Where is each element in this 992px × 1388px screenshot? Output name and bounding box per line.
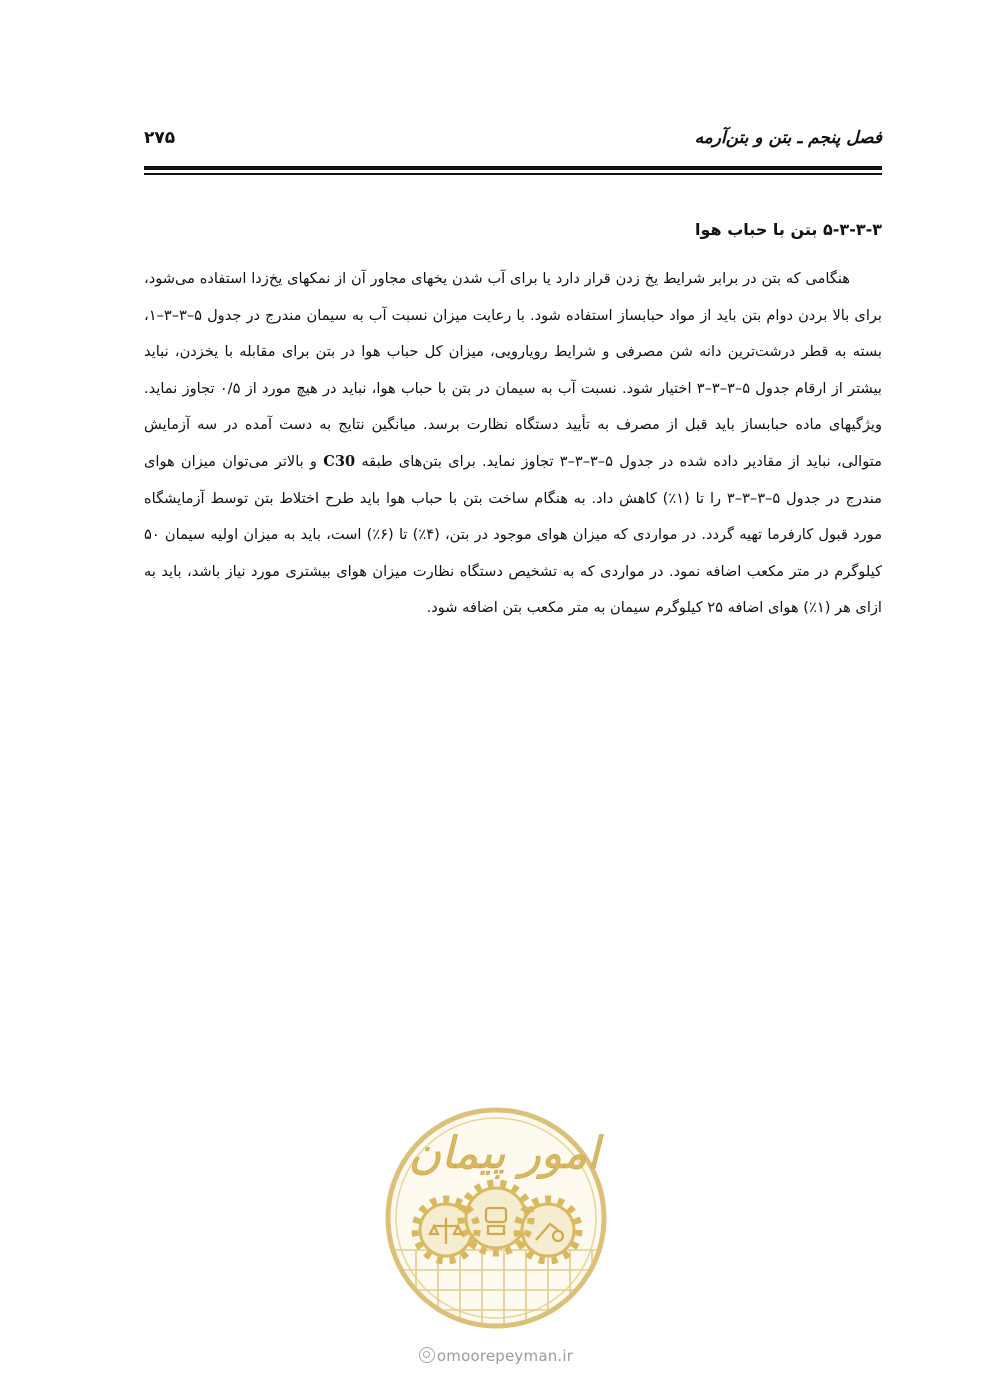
- page-number: ۲۷۵: [144, 128, 176, 148]
- page-header: [144, 128, 882, 158]
- body-text-part2: و بالاتر می‌توان میزان هوای مندرج در جدول ۵–۳–۳–۳ را تا (۱٪) کاهش داد. به هنگام ساخت بتن با حباب هوا باید طرح اختلاط بتن توسط آزمایشگاه مورد قبول کارفرما تهیه گردد. در مواردی که میزان هوای موجود در بتن، (۴٪) تا (۶٪) است، باید به میزان اولیه سیمان ۵۰ کیلوگرم در متر مکعب اضافه نمود. در مواردی که به تشخیص دستگاه نظارت میزان هوای بیشتری مورد نیاز باشد، باید به ازای هر (۱٪) هوای اضافه ۲۵ کیلوگرم سیمان به متر مکعب بتن اضافه شود.: [144, 452, 883, 617]
- concrete-class-label: C30: [323, 452, 356, 470]
- section-body: [144, 261, 882, 627]
- section-heading: ۵-۳-۳-۳ بتن با حباب هوا: [695, 220, 882, 239]
- gears-seal-logo-icon: [376, 1098, 616, 1338]
- header-rule-thin: [144, 173, 882, 175]
- header-rule-thick: [144, 166, 882, 170]
- body-text-part1: هنگامی که بتن در برابر شرایط یخ زدن قرار دارد یا برای آب شدن یخهای مجاور آن از نمکهای یخ‌زدا استفاده می‌شود، برای بالا بردن دوام بتن باید از مواد حبابساز استفاده شود. با رعایت میزان نسبت آب به سیمان مندرج در جدول ۵–۳–۳–۱، بسته به قطر درشت‌ترین دانه شن مصرفی و شرایط رویارویی، میزان کل حباب هوا در بتن برای مقابله با یخزدن، نباید بیشتر از ارقام جدول ۵–۳–۳–۳ اختیار شود. نسبت آب به سیمان در بتن با حباب هوا، نباید در هیچ مورد از ۰/۵ تجاوز نماید. ویژگیهای ماده حبابساز باید قبل از مصرف به تأیید دستگاه نظارت برسد. میانگین نتایج به دست آمده در سه آزمایش متوالی، نباید از مقادیر داده شده در جدول ۵–۳–۳–۳ تجاوز نماید. برای بتن‌های طبقه: [144, 270, 882, 470]
- chapter-title: فصل پنجم ـ بتن و بتن‌آرمه: [694, 128, 882, 148]
- logo-calligraphy: امور پیمان: [408, 1128, 600, 1179]
- at-sign-icon: [419, 1347, 435, 1363]
- section-5-3-3-3: [144, 218, 882, 627]
- website-watermark: [0, 1347, 992, 1365]
- publisher-logo: [376, 1098, 616, 1338]
- watermark-url: omoorepeyman.ir: [436, 1347, 574, 1365]
